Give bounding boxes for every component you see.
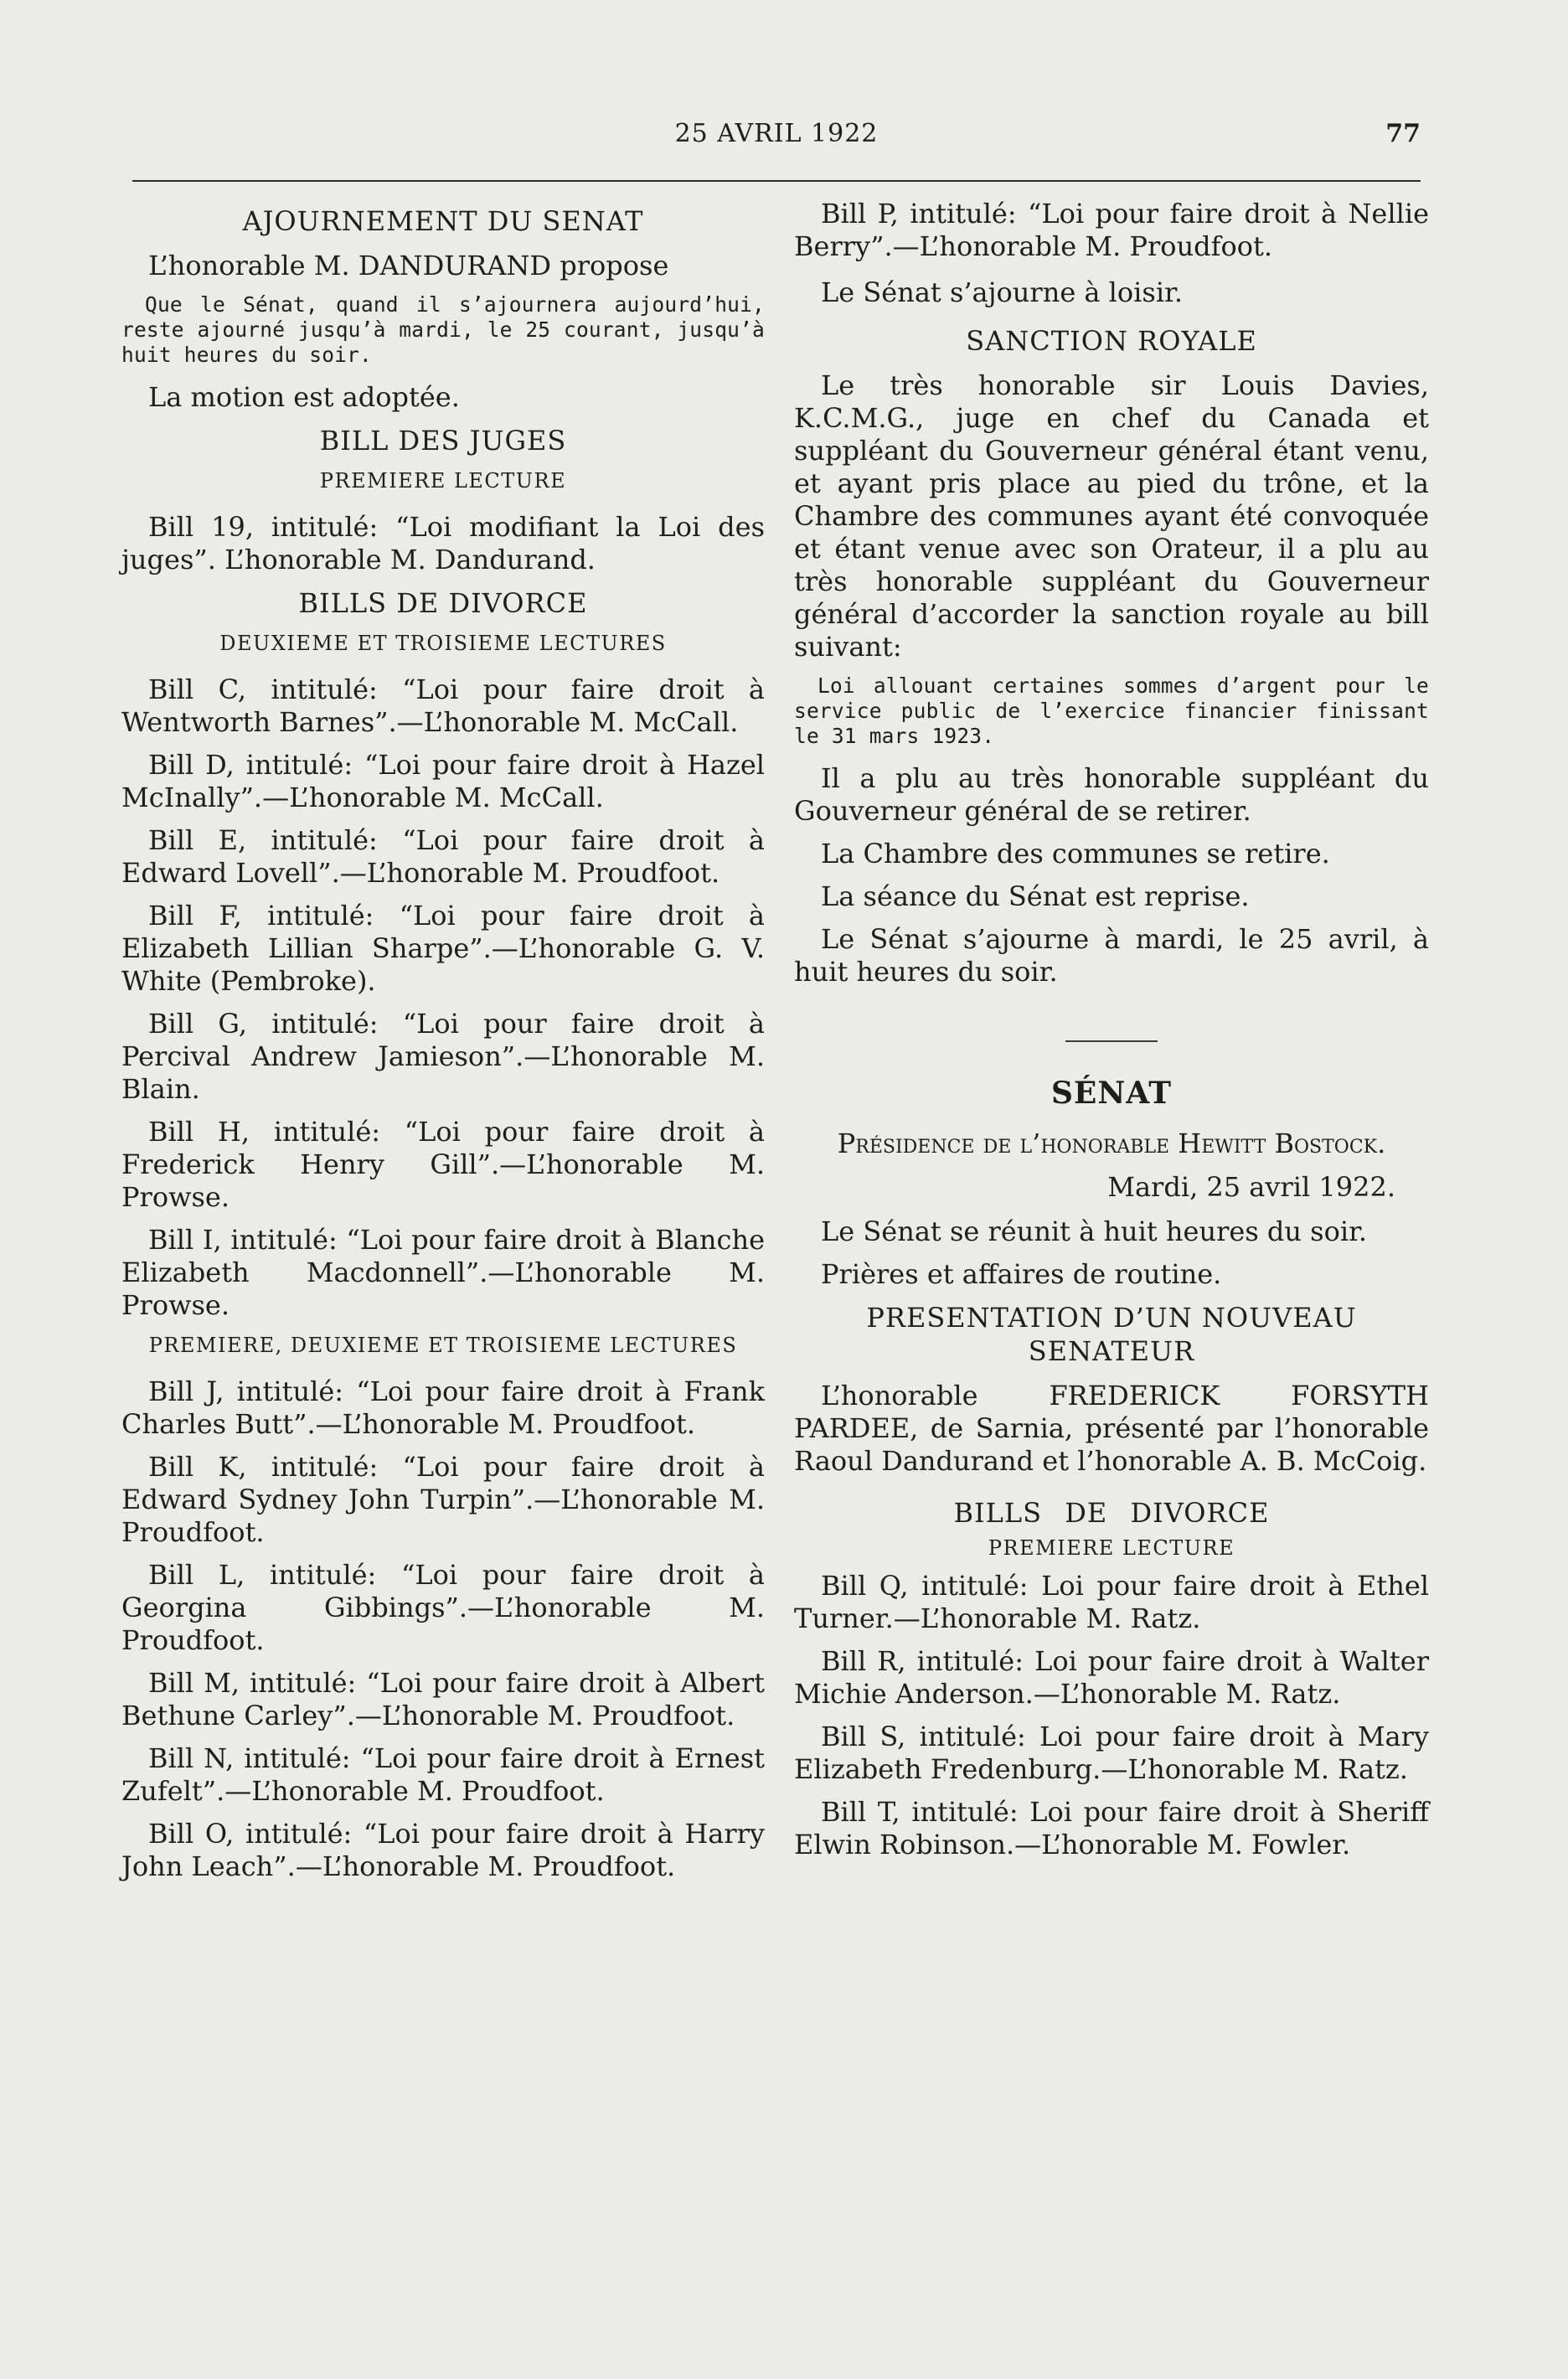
section-title-juges: BILL DES JUGES [319, 425, 567, 457]
ajournement-propose: L’honorable M. DANDURAND propose [148, 250, 669, 281]
senat-title: SÉNAT [1050, 1076, 1173, 1111]
bill-entry: Bill N, intitulé: “Loi pour faire droit à Ernest Zufelt”.—L’honorable M. Proudfoot. [121, 1742, 765, 1807]
presentation-text: L’honorable FREDERICK FORSYTH PARDEE, de Sarnia, présenté par l’honorable Raoul Dandurand et l’honorable A. B. McCoig. [794, 1380, 1429, 1477]
section-title-divorce-right: BILLS DE DIVORCE [953, 1497, 1270, 1529]
page-header [132, 119, 1421, 152]
presidence: Présidence de l’honorable Hewitt Bostock. [837, 1128, 1386, 1159]
section-title-sanction: SANCTION ROYALE [966, 325, 1257, 357]
bill-entry: Bill K, intitulé: “Loi pour faire droit à Edward Sydney John Turpin”.—L’honorable M. Proudfoot. [121, 1451, 765, 1548]
bill-entry: Bill P, intitulé: “Loi pour faire droit à Nellie Berry”.—L’honorable M. Proudfoot. [794, 198, 1429, 262]
chambre-retire: La Chambre des communes se retire. [821, 838, 1330, 870]
ajourne-mardi: Le Sénat s’ajourne à mardi, le 25 avril, à huit heures du soir. [794, 923, 1429, 988]
bill-entry: Bill I, intitulé: “Loi pour faire droit à Blanche Elizabeth Macdonnell”.—L’honorable M. Prowse. [121, 1224, 765, 1321]
bill-entry: Bill J, intitulé: “Loi pour faire droit à Frank Charles Butt”.—L’honorable M. Proudfoot. [121, 1375, 765, 1440]
divorce-subtitle-right: PREMIERE LECTURE [988, 1536, 1235, 1560]
sanction-bill: Loi allouant certaines sommes d’argent pour le service public de l’exercice financier finissant le 31 mars 1923. [794, 673, 1429, 748]
header-rule [132, 180, 1421, 182]
section-title-presentation: PRESENTATION D’UN NOUVEAU SENATEUR [866, 1302, 1357, 1367]
ajournement-motion: Que le Sénat, quand il s’ajournera aujourd’hui, reste ajourné jusqu’à mardi, le 25 courant, jusqu’à huit heures du soir. [121, 292, 765, 367]
section-title-divorce: BILLS DE DIVORCE [298, 587, 588, 619]
bill-entry: Bill F, intitulé: “Loi pour faire droit à Elizabeth Lillian Sharpe”.—L’honorable G. V. White (Pembroke). [121, 900, 765, 997]
sanction-text: Le très honorable sir Louis Davies, K.C.M.G., juge en chef du Canada et suppléant du Gouverneur général étant venu, et ayant pris place au pied du trône, et la Chambre des communes ayant été convoquée et étant venue avec son Orateur, il a plu au très honorable suppléant du Gouverneur général d’accorder la sanction royale au bill suivant: [794, 369, 1429, 663]
bill-entry: Bill G, intitulé: “Loi pour faire droit à Percival Andrew Jamieson”.—L’honorable M. Blain. [121, 1008, 765, 1105]
bill-entry: Bill R, intitulé: Loi pour faire droit à Walter Michie Anderson.—L’honorable M. Ratz. [794, 1645, 1429, 1710]
juges-text: Bill 19, intitulé: “Loi modifiant la Loi des juges”. L’honorable M. Dandurand. [121, 511, 765, 575]
juges-subtitle: PREMIERE LECTURE [319, 469, 567, 493]
bill-entry: Bill L, intitulé: “Loi pour faire droit à Georgina Gibbings”.—L’honorable M. Proudfoot. [121, 1559, 765, 1656]
ajournement-adopted: La motion est adoptée. [148, 381, 460, 413]
page-number: 77 [1385, 119, 1421, 148]
section-title-ajournement: AJOURNEMENT DU SENAT [242, 205, 644, 237]
bill-entry: Bill D, intitulé: “Loi pour faire droit à Hazel McInally”.—L’honorable M. McCall. [121, 749, 765, 813]
senat-reunit: Le Sénat se réunit à huit heures du soir. [821, 1215, 1368, 1247]
bill-entry: Bill H, intitulé: “Loi pour faire droit à Frederick Henry Gill”.—L’honorable M. Prowse. [121, 1116, 765, 1213]
bill-entry: Bill S, intitulé: Loi pour faire droit à Mary Elizabeth Fredenburg.—L’honorable M. Ratz. [794, 1721, 1429, 1785]
right-column [794, 198, 1429, 1871]
divorce-subtitle-1: DEUXIEME ET TROISIEME LECTURES [219, 632, 667, 655]
bill-entry: Bill T, intitulé: Loi pour faire droit à Sheriff Elwin Robinson.—L’honorable M. Fowler. [794, 1796, 1429, 1860]
prieres: Prières et affaires de routine. [821, 1258, 1222, 1290]
seance-reprise: La séance du Sénat est reprise. [821, 880, 1250, 912]
divorce-subtitle-2: PREMIERE, DEUXIEME ET TROISIEME LECTURES [148, 1334, 738, 1357]
header-date: 25 AVRIL 1922 [674, 119, 879, 148]
bill-entry: Bill Q, intitulé: Loi pour faire droit à Ethel Turner.—L’honorable M. Ratz. [794, 1570, 1429, 1634]
bill-entry: Bill C, intitulé: “Loi pour faire droit à Wentworth Barnes”.—L’honorable M. McCall. [121, 673, 765, 738]
sanction-retire: Il a plu au très honorable suppléant du Gouverneur général de se retirer. [794, 762, 1429, 827]
session-date: Mardi, 25 avril 1922. [1107, 1171, 1395, 1203]
bill-entry: Bill M, intitulé: “Loi pour faire droit à Albert Bethune Carley”.—L’honorable M. Proudfoot. [121, 1667, 765, 1731]
left-column [121, 198, 765, 1893]
bill-entry: Bill O, intitulé: “Loi pour faire droit à Harry John Leach”.—L’honorable M. Proudfoot. [121, 1818, 765, 1882]
bill-entry: Bill E, intitulé: “Loi pour faire droit à Edward Lovell”.—L’honorable M. Proudfoot. [121, 824, 765, 889]
ajourne-loisir: Le Sénat s’ajourne à loisir. [821, 276, 1184, 308]
section-separator [1065, 1040, 1158, 1042]
